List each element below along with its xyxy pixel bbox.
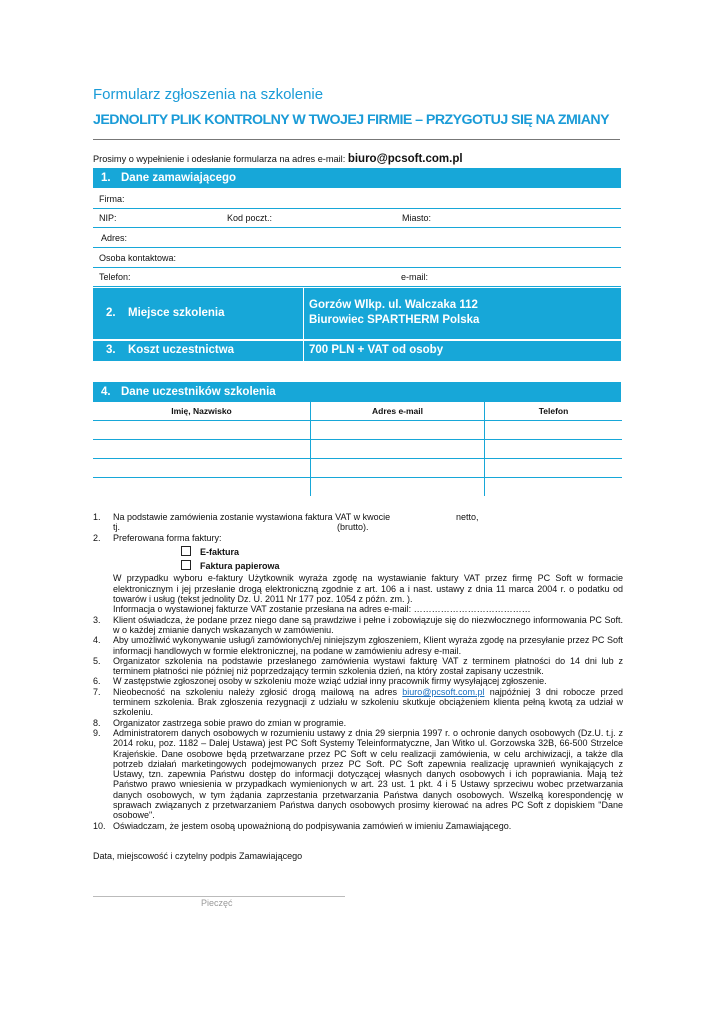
participant-row xyxy=(93,421,622,440)
efaktura-label: E-faktura xyxy=(200,546,240,557)
telefon-row xyxy=(93,268,621,287)
term-number: 10. xyxy=(93,820,106,831)
intro-email: biuro@pcsoft.com.pl xyxy=(347,153,463,165)
participant-email-cell[interactable] xyxy=(311,440,485,459)
term-number: 1. xyxy=(93,512,101,522)
place-line1: Gorzów Wlkp. ul. Walczaka 112 xyxy=(309,299,478,311)
section3-title: Koszt uczestnictwa xyxy=(128,344,235,356)
term-4-text: Aby umożliwić wykonywanie usług/i zamówionych/ej niniejszym zgłoszeniem, Klient wyraża zgodę na przesyłanie przez PC Soft informacji handlowych w formie elektronicznej, na podane w zamówieniu adresy e-mail. xyxy=(113,635,623,656)
papierowa-option[interactable] xyxy=(93,560,623,571)
section3-row xyxy=(93,341,621,361)
participant-name-cell[interactable] xyxy=(93,440,311,459)
firma-field[interactable] xyxy=(93,190,621,209)
participant-row xyxy=(93,478,622,497)
term-2-info: Informacja o wystawionej fakturze VAT zostanie przesłana na adres e-mail: ………………………………… xyxy=(113,604,531,615)
papierowa-label: Faktura papierowa xyxy=(200,561,280,572)
osoba-label: Osoba kontaktowa: xyxy=(99,253,177,263)
term-10-text: Oświadczam, że jestem osobą upoważnioną do podpisywania zamówień w imieniu Zamawiającego. xyxy=(113,820,512,831)
section4-title: Dane uczestników szkolenia xyxy=(121,386,276,398)
efaktura-checkbox[interactable] xyxy=(181,546,191,556)
participant-phone-cell[interactable] xyxy=(485,459,623,478)
section4-number: 4. xyxy=(101,386,111,398)
nip-label: NIP: xyxy=(99,213,117,223)
term-6-text: W zastępstwie zgłoszonej osoby w szkoleniu może wziąć udział inny pracownik firmy wysyłającej zgłoszenie. xyxy=(113,676,547,687)
form-title: Formularz zgłoszenia na szkolenie xyxy=(93,86,324,103)
term-2 xyxy=(93,533,623,543)
section2-title: Miejsce szkolenia xyxy=(128,307,225,319)
firma-label: Firma: xyxy=(99,194,125,204)
term-number: 9. xyxy=(93,727,101,738)
term-8-text: Organizator zastrzega sobie prawo do zmian w programie. xyxy=(113,717,347,728)
kod-label: Kod poczt.: xyxy=(227,213,273,223)
term-5-text: Organizator szkolenia na podstawie przesłanego zamówienia wystawi fakturę VAT z terminem płatności do 14 dni lub z terminem płatności nie później niż poprzedzający termin szkolenia dzień, na który został zapisany uczestnik. xyxy=(113,655,623,677)
section1-header xyxy=(93,168,621,188)
telefon-label: Telefon: xyxy=(99,272,131,282)
terms-list xyxy=(93,512,623,831)
term-1-netto: netto, xyxy=(456,512,479,522)
term-5 xyxy=(93,656,623,677)
term-2-text: Preferowana forma faktury: xyxy=(113,532,222,543)
term-3-text: Klient oświadcza, że podane przez niego dane są prawdziwe i pełne i zobowiązuje się do niezwłocznego informowania PC Soft. w o każdej zmianie danych wskazanych w zamówieniu. xyxy=(113,614,623,635)
participant-name-cell[interactable] xyxy=(93,421,311,440)
participants-table xyxy=(93,402,622,496)
term-3 xyxy=(93,615,623,636)
section4-header xyxy=(93,382,621,402)
term-1-brutto: (brutto). xyxy=(337,522,369,533)
term-number: 4. xyxy=(93,635,101,646)
title-divider xyxy=(93,139,620,140)
term-2-body: W przypadku wyboru e-faktury Użytkownik wyraża zgodę na wystawianie faktury VAT przez firmę PC Soft w formacie elektronicznym i jej przesłanie drogą elektroniczną zgodnie z art. 106 a i nast. ustawy z dnia 11 marca 2004 r. o podatku od towarów i usług (tekst jednolity Dz. U. 2011 Nr 177 poz. 1054 z późn. zm. ). xyxy=(113,573,623,605)
section2-divider xyxy=(303,288,304,339)
term-1-line1 xyxy=(113,512,623,522)
term-1-line2 xyxy=(113,522,623,532)
adres-field[interactable] xyxy=(93,229,621,248)
cost-value: 700 PLN + VAT od osoby xyxy=(309,344,444,356)
term-number: 2. xyxy=(93,532,101,543)
participant-row xyxy=(93,459,622,478)
term-4 xyxy=(93,635,623,656)
participant-name-cell[interactable] xyxy=(93,478,311,497)
section2-number: 2. xyxy=(106,307,116,319)
main-title: JEDNOLITY PLIK KONTROLNY W TWOJEJ FIRMIE – PRZYGOTUJ SIĘ NA ZMIANY xyxy=(93,112,610,128)
miasto-label: Miasto: xyxy=(402,213,432,223)
papierowa-checkbox[interactable] xyxy=(181,560,191,570)
col-name-header: Imię, Nazwisko xyxy=(93,402,311,421)
participant-row xyxy=(93,440,622,459)
osoba-field[interactable] xyxy=(93,249,621,268)
term-9-text: Administratorem danych osobowych w rozumieniu ustawy z dnia 29 sierpnia 1997 r. o ochronie danych osobowych (Dz.U. t.j. z 2014 roku, poz. 1182 – Dalej Ustawa) jest PC Soft Systemy Teleinformatyczne, Jan Witko ul. Gorzowska 32B, 66-500 Strzelce Krajeńskie. Dane osobowe będą przetwarzane przez PC Soft w celu realizacji zamówienia, w celu archiwizacji, a także dla potrzeb działań marketingowych podejmowanych przez PC Soft. PC Soft zapewnia realizację uprawnień wynikających z Ustawy, tzn. zapewnia Państwu dostęp do informacji dotyczącej własnych danych osobowych i ich poprawiania. Mają też Państwo prawo wniesienia w przypadkach wymienionych w art. 23 ust. 1 pkt. 4 i 5 Ustawy sprzeciwu wobec przetwarzania danych osobowych, w tym żądania zaprzestania przetwarzania Państwa danych osobowych. Wszelką korespondencję w sprawach związanych z przetwarzaniem Państwa danych osobowych prosimy kierować na adres PC Soft z dopiskiem "Dane osobowe". xyxy=(113,727,623,821)
term-number: 5. xyxy=(93,655,101,666)
place-line2: Biurowiec SPARTHERM Polska xyxy=(309,314,480,326)
term-7-text-cont: najpóźniej 3 dni robocze przed terminem szkolenia. Brak zgłoszenia rezygnacji z udziału w szkoleniu skutkuje obciążeniem klienta pełną kwotą za udział w szkoleniu. xyxy=(113,686,623,718)
participants-header-row xyxy=(93,402,622,421)
term-7-text: Nieobecność na szkoleniu należy zgłosić drogą mailową na adres xyxy=(113,686,403,697)
nip-row xyxy=(93,209,621,228)
adres-label: Adres: xyxy=(101,233,128,243)
signature-label: Data, miejscowość i czytelny podpis Zamawiającego xyxy=(93,851,303,861)
section3-divider xyxy=(303,341,304,361)
term-1 xyxy=(93,512,623,533)
section3-number: 3. xyxy=(106,344,116,356)
email-link[interactable]: biuro@pcsoft.com.pl xyxy=(402,686,485,697)
term-8 xyxy=(93,718,623,728)
participant-phone-cell[interactable] xyxy=(485,421,623,440)
signature-line xyxy=(93,896,345,897)
section2-row xyxy=(93,288,621,339)
intro-label: Prosimy o wypełnienie i odesłanie formularza na adres e-mail: xyxy=(93,154,348,164)
term-1-tj: tj. xyxy=(113,522,121,533)
col-phone-header: Telefon xyxy=(485,402,623,421)
participant-phone-cell[interactable] xyxy=(485,440,623,459)
section1-title: Dane zamawiającego xyxy=(121,172,237,184)
intro-text xyxy=(93,153,463,165)
term-1-text: Na podstawie zamówienia zostanie wystawiona faktura VAT w kwocie xyxy=(113,512,391,522)
col-email-header: Adres e-mail xyxy=(311,402,485,421)
participant-name-cell[interactable] xyxy=(93,459,311,478)
term-number: 3. xyxy=(93,614,101,625)
participant-email-cell[interactable] xyxy=(311,421,485,440)
email-label: e-mail: xyxy=(401,272,429,282)
efaktura-option[interactable] xyxy=(93,546,623,557)
participant-email-cell[interactable] xyxy=(311,459,485,478)
section1-number: 1. xyxy=(101,172,111,184)
term-number: 7. xyxy=(93,686,101,697)
term-number: 8. xyxy=(93,717,101,728)
term-7 xyxy=(93,687,623,718)
participant-phone-cell[interactable] xyxy=(485,478,623,497)
participant-email-cell[interactable] xyxy=(311,478,485,497)
term-number: 6. xyxy=(93,676,101,687)
stamp-label: Pieczęć xyxy=(201,898,233,908)
term-10 xyxy=(93,821,623,831)
term-6 xyxy=(93,676,623,686)
term-9 xyxy=(93,728,623,821)
